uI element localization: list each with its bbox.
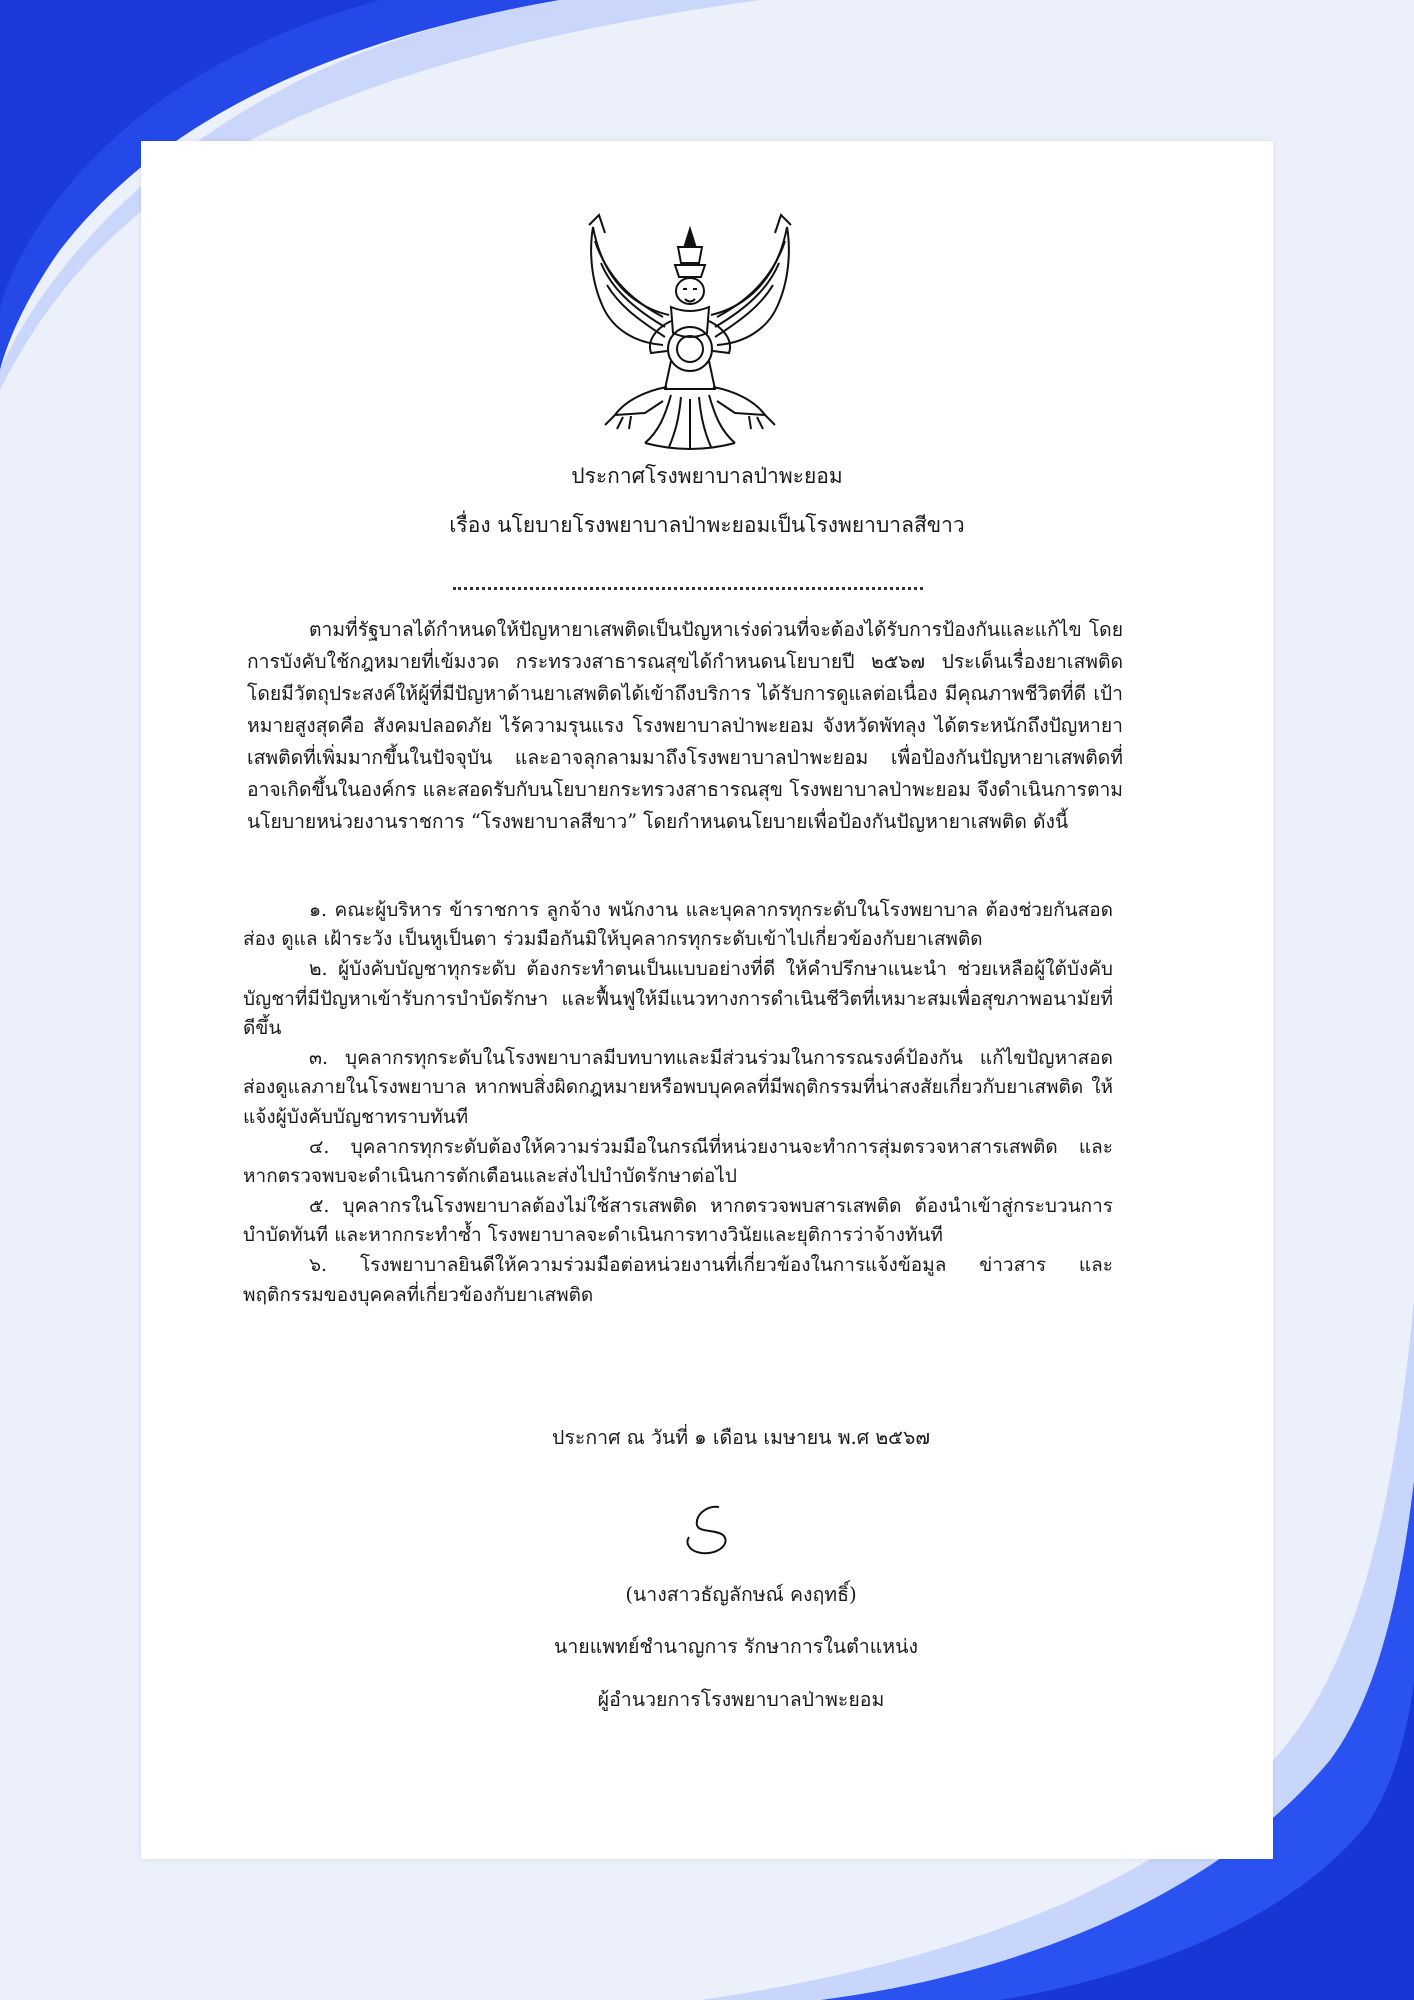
- announcement-date: ประกาศ ณ วันที่ ๑ เดือน เมษายน พ.ศ ๒๕๖๗: [552, 1426, 930, 1449]
- policy-item-3: ๓. บุคลากรทุกระดับในโรงพยาบาลมีบทบาทและมีส่วนร่วมในการรณรงค์ป้องกัน แก้ไขปัญหาสอดส่องดูแลภายในโรงพยาบาล หากพบสิ่งผิดกฎหมายหรือพบบุคคลที่มีพฤติกรรมที่น่าสงสัยเกี่ยวกับยาเสพติด ให้แจ้งผู้บังคับบัญชาทราบทันที: [243, 1047, 1113, 1128]
- dotted-separator: [453, 587, 923, 590]
- signer-name: (นางสาวธัญลักษณ์ คงฤทธิ์): [625, 1583, 857, 1606]
- policy-list: [243, 896, 1113, 1311]
- subject-line: เรื่อง นโยบายโรงพยาบาลป่าพะยอมเป็นโรงพยาบาลสีขาว: [449, 513, 965, 537]
- announcement-sheet: [141, 141, 1273, 1859]
- announcement-title: ประกาศโรงพยาบาลป่าพะยอม: [571, 464, 843, 488]
- signature-mark: [675, 1499, 745, 1559]
- policy-item-1: ๑. คณะผู้บริหาร ข้าราชการ ลูกจ้าง พนักงาน และบุคลากรทุกระดับในโรงพยาบาล ต้องช่วยกันสอดส่อง ดูแล เฝ้าระวัง เป็นหูเป็นตา ร่วมมือกันมิให้บุคลากรทุกระดับเข้าไปเกี่ยวข้องกับยาเสพติด: [243, 899, 1113, 951]
- policy-item-5: ๕. บุคลากรในโรงพยาบาลต้องไม่ใช้สารเสพติด หากตรวจพบสารเสพติด ต้องนำเข้าสู่กระบวนการบำบัดทันที และหากกระทำซ้ำ โรงพยาบาลจะดำเนินการทางวินัยและยุติการว่าจ้างทันที: [243, 1195, 1113, 1247]
- policy-item-4: ๔. บุคลากรทุกระดับต้องให้ความร่วมมือในกรณีที่หน่วยงานจะทำการสุ่มตรวจหาสารเสพติด และหากตรวจพบจะดำเนินการตักเตือนและส่งไปบำบัดรักษาต่อไป: [243, 1135, 1113, 1188]
- signer-position-2: ผู้อำนวยการโรงพยาบาลป่าพะยอม: [597, 1688, 885, 1711]
- intro-paragraph: ตามที่รัฐบาลได้กำหนดให้ปัญหายาเสพติดเป็นปัญหาเร่งด่วนที่จะต้องได้รับการป้องกันและแก้ไข โดยการบังคับใช้กฎหมายที่เข้มงวด กระทรวงสาธารณสุขได้กำหนดนโยบายปี ๒๕๖๗ ประเด็นเรื่องยาเสพติด โดยมีวัตถุประสงค์ให้ผู้ที่มีปัญหาด้านยาเสพติดได้เข้าถึงบริการ ได้รับการดูแลต่อเนื่อง มีคุณภาพชีวิตที่ดี เป้าหมายสูงสุดคือ สังคมปลอดภัย ไร้ความรุนแรง โรงพยาบาลป่าพะยอม จังหวัดพัทลุง ได้ตระหนักถึงปัญหายาเสพติดที่เพิ่มมากขึ้นในปัจจุบัน และอาจลุกลามมาถึงโรงพยาบาลป่าพะยอม เพื่อป้องกันปัญหายาเสพติดที่อาจเกิดขึ้นในองค์กร และสอดรับกับนโยบายกระทรวงสาธารณสุข โรงพยาบาลป่าพะยอม จึงดำเนินการตามนโยบายหน่วยงานราชการ “โรงพยาบาลสีขาว” โดยกำหนดนโยบายเพื่อป้องกันปัญหายาเสพติด ดังนี้: [247, 618, 1123, 833]
- policy-item-6: ๖. โรงพยาบาลยินดีให้ความร่วมมือต่อหน่วยงานที่เกี่ยวข้องในการแจ้งข้อมูล ข่าวสาร และพฤติกรรมของบุคคลที่เกี่ยวข้องกับยาเสพติด: [243, 1254, 1113, 1306]
- policy-item-2: ๒. ผู้บังคับบัญชาทุกระดับ ต้องกระทำตนเป็นแบบอย่างที่ดี ให้คำปรึกษาแนะนำ ช่วยเหลือผู้ใต้บังคับบัญชาที่มีปัญหาเข้ารับการบำบัดรักษา และฟื้นฟูให้มีแนวทางการดำเนินชีวิตที่เหมาะสมเพื่อสุขภาพอนามัยที่ดีขึ้น: [243, 958, 1113, 1040]
- signer-position-1: นายแพทย์ชำนาญการ รักษาการในตำแหน่ง: [554, 1635, 918, 1658]
- garuda-emblem-icon: [575, 211, 805, 451]
